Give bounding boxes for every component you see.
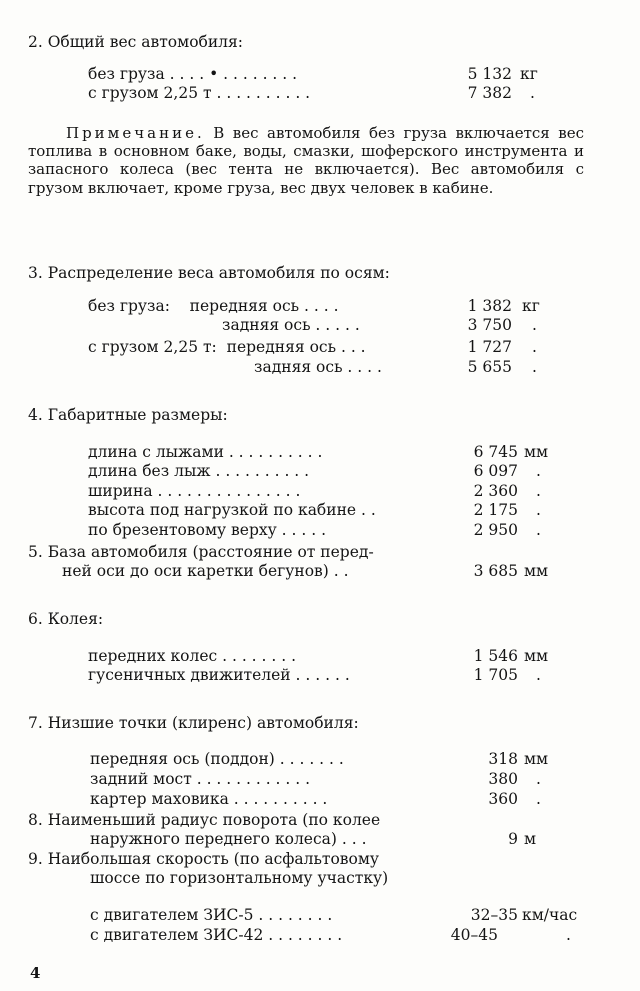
s7-row-0-unit: мм (524, 750, 549, 768)
s8-unit: м (524, 830, 537, 848)
s3-row-1-unit: . (532, 316, 537, 334)
s4-row-4-value: 2 950 (473, 521, 518, 539)
s4-row-4-label: по брезентовому верху . . . . . (88, 521, 326, 539)
s7-row-0-label: передняя ось (поддон) . . . . . . . (90, 750, 344, 768)
s6-row-1-unit: . (536, 666, 541, 684)
note-paragraph (28, 124, 584, 197)
section-7-heading: 7. Низшие точки (клиренс) автомобиля: (28, 714, 359, 732)
s4-row-1-label: длина без лыж . . . . . . . . . . (88, 462, 310, 480)
s3-row-3-value: 5 655 (467, 358, 512, 376)
s8-value: 9 (508, 830, 518, 848)
s4-row-3-label: высота под нагрузкой по кабине . . (88, 501, 376, 519)
s4-row-1-unit: . (536, 462, 541, 480)
s2-row-0-label: без груза . . . . • . . . . . . . . (88, 65, 298, 83)
note-word: Примечание. (66, 124, 205, 142)
section-9-line-2: шоссе по горизонтальному участку) (90, 869, 389, 887)
s4-row-2-label: ширина . . . . . . . . . . . . . . . (88, 482, 301, 500)
s3-row-0-label: без груза: передняя ось . . . . (88, 297, 339, 315)
s4-row-0-label: длина с лыжами . . . . . . . . . . (88, 443, 323, 461)
s9-row-0-label: с двигателем ЗИС-5 . . . . . . . . (90, 906, 333, 924)
s3-row-3-unit: . (532, 358, 537, 376)
s9-row-1-value: 40–45 (450, 926, 498, 944)
s3-row-2-unit: . (532, 338, 537, 356)
section-5-line-2: ней оси до оси каретки бегунов) . . (62, 562, 349, 580)
s4-row-1-value: 6 097 (473, 462, 518, 480)
s4-row-3-unit: . (536, 501, 541, 519)
s7-row-2-label: картер маховика . . . . . . . . . . (90, 790, 328, 808)
s7-row-1-unit: . (536, 770, 541, 788)
s2-row-1-label: с грузом 2,25 т . . . . . . . . . . (88, 84, 311, 102)
s4-row-0-value: 6 745 (473, 443, 518, 461)
section-9-line-1: 9. Наибольшая скорость (по асфальтовому (28, 850, 380, 868)
s3-row-2-label: с грузом 2,25 т: передняя ось . . . (88, 338, 366, 356)
s5-value: 3 685 (473, 562, 518, 580)
s3-row-3-label: задняя ось . . . . (254, 358, 382, 376)
s4-row-2-unit: . (536, 482, 541, 500)
page-number: 4 (30, 964, 41, 982)
s6-row-0-label: передних колес . . . . . . . . (88, 647, 297, 665)
s2-row-1-value: 7 382 (467, 84, 512, 102)
s9-row-0-value: 32–35 (470, 906, 518, 924)
s7-row-1-value: 380 (488, 770, 518, 788)
s4-row-3-value: 2 175 (473, 501, 518, 519)
s4-row-2-value: 2 360 (473, 482, 518, 500)
s9-row-0-unit: км/час (522, 906, 578, 924)
section-5-line-1: 5. База автомобиля (расстояние от перед- (28, 543, 374, 561)
s7-row-2-value: 360 (488, 790, 518, 808)
s6-row-0-unit: мм (524, 647, 549, 665)
s7-row-1-label: задний мост . . . . . . . . . . . . (90, 770, 311, 788)
s2-row-0-value: 5 132 (467, 65, 512, 83)
s7-row-2-unit: . (536, 790, 541, 808)
section-8-line-2: наружного переднего колеса) . . . (90, 830, 367, 848)
s3-row-0-value: 1 382 (467, 297, 512, 315)
s3-row-2-value: 1 727 (467, 338, 512, 356)
s2-row-0-unit: кг (520, 65, 538, 83)
s6-row-0-value: 1 546 (473, 647, 518, 665)
s2-row-1-unit: . (530, 84, 535, 102)
section-8-line-1: 8. Наименьший радиус поворота (по колее (28, 811, 381, 829)
s3-row-1-value: 3 750 (467, 316, 512, 334)
s9-row-1-unit: . (566, 926, 571, 944)
s6-row-1-value: 1 705 (473, 666, 518, 684)
section-2-heading: 2. Общий вес автомобиля: (28, 33, 244, 51)
section-4-heading: 4. Габаритные размеры: (28, 406, 228, 424)
s5-unit: мм (524, 562, 549, 580)
section-6-heading: 6. Колея: (28, 610, 104, 628)
note-text: В вес автомобиля без груза включается вес топлива в основном баке, воды, смазки, шоферского инструмента и запасного колеса (вес тента не включается). Вес автомобиля с грузом включает, кроме груза, вес двух человек в кабине. (28, 124, 584, 197)
s7-row-0-value: 318 (488, 750, 518, 768)
section-3-heading: 3. Распределение веса автомобиля по осям: (28, 264, 390, 282)
s3-row-0-unit: кг (522, 297, 540, 315)
s4-row-4-unit: . (536, 521, 541, 539)
s3-row-1-label: задняя ось . . . . . (222, 316, 360, 334)
s9-row-1-label: с двигателем ЗИС-42 . . . . . . . . (90, 926, 343, 944)
s4-row-0-unit: мм (524, 443, 549, 461)
s6-row-1-label: гусеничных движителей . . . . . . (88, 666, 350, 684)
